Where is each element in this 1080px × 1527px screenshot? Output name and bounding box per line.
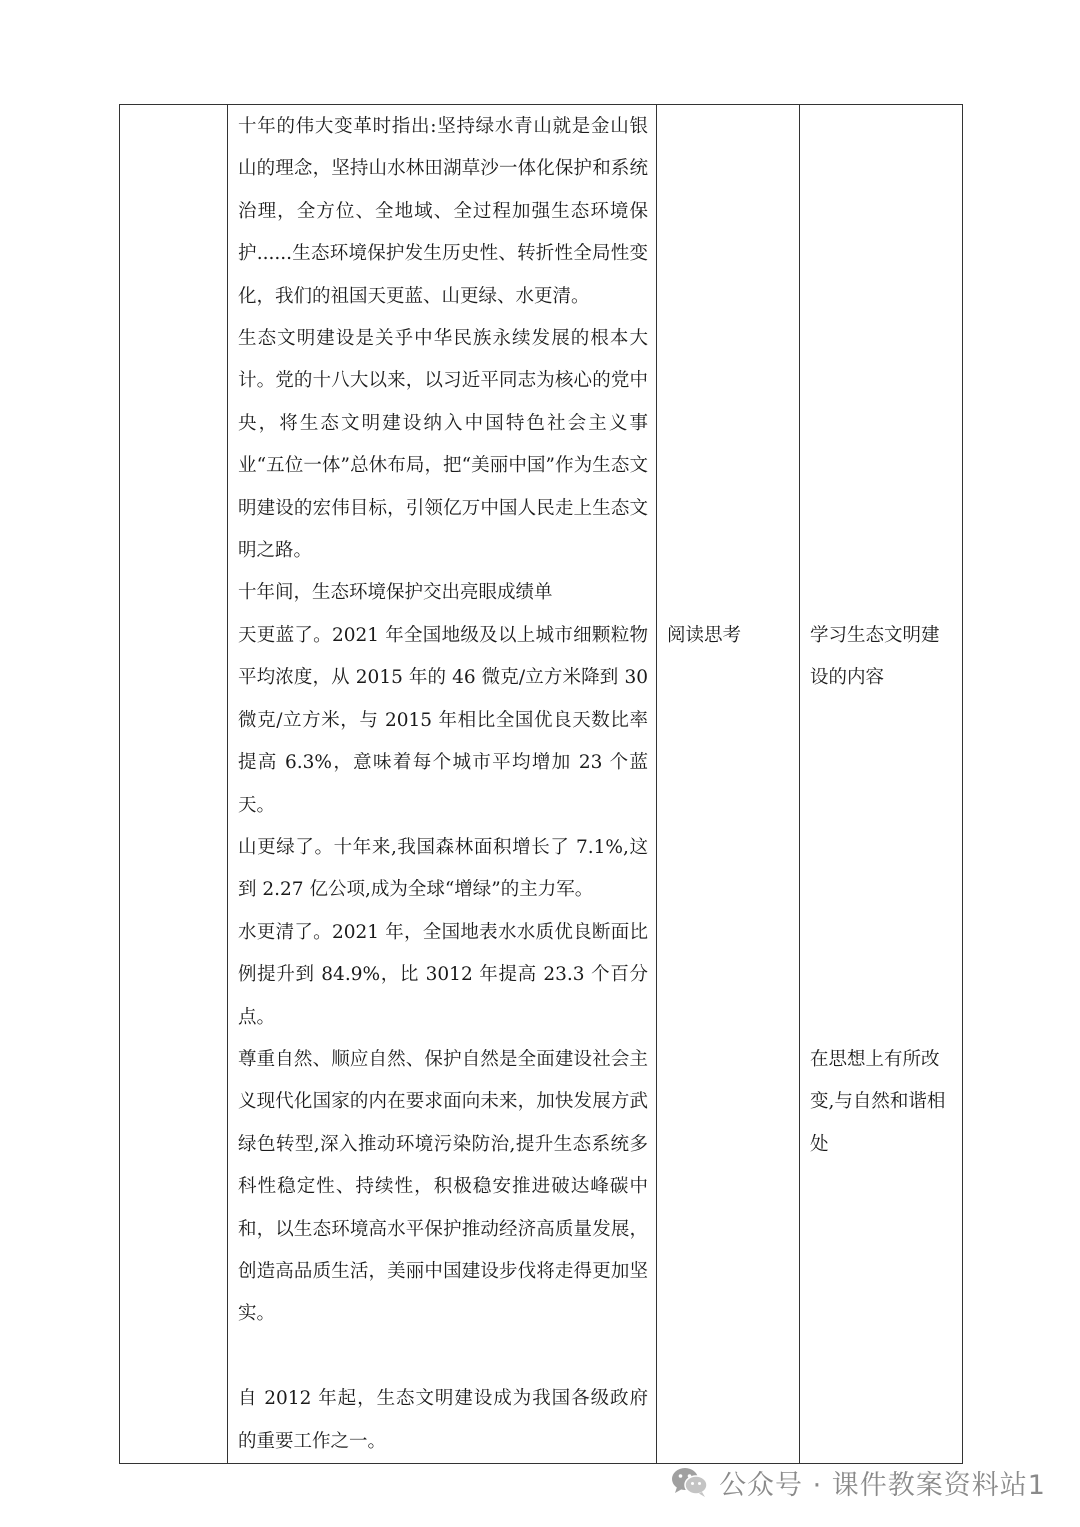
paragraph-bluer-sky: 天更蓝了。2021 年全国地级及以上城市细颗粒物平均浓度，从 2015 年的 46 微克/立方米降到 30 微克/立方米，与 2015 年相比全国优良天数比率提高 6.3%，意味着每个城市平均增加 23 个蓝天。 (238, 624, 648, 816)
student-activity-cell (657, 105, 800, 1464)
paragraph-future-outlook: 尊重自然、顺应自然、保护自然是全面建设社会主义现代化国家的内在要求面向未来，加快发展方武绿色转型,深入推动环境污染防治,提升生态系统多科性稳定性、持续性，积极稳安推进破达峰碳中和，以生态环境高水平保护推动经济高质量发展，创造高品质生活，美丽中国建设步伐将走得更加坚实。 (238, 1048, 648, 1325)
design-intent-text-2: 在思想上有所改变,与自然和谐相处 (810, 1049, 946, 1155)
footer-watermark (671, 1462, 1046, 1502)
blank-line (238, 1336, 648, 1378)
paragraph-greener-mountains: 山更绿了。十年来,我国森林面积增长了 7.1%,这到 2.27 亿公项,成为全球“增绿”的主力军。 (238, 836, 648, 901)
design-intent-text-1: 学习生态文明建设的内容 (810, 625, 940, 689)
paragraph-achievements-heading: 十年间，生态环境保护交出亮眼成绩单 (238, 582, 553, 604)
paragraph-since-2012: 自 2012 年起，生态文明建设成为我国各级政府的重要工作之一。 (238, 1388, 648, 1452)
paragraph-reform-speech: 十年的伟大变革时指出:坚持绿水青山就是金山银山的理念，坚持山水林田湖草沙一体化保护和系统治理，全方位、全地域、全过程加强生态环境保护......生态环境保护发生历史性、转折性全局性变化，我们的祖国天更蓝、山更绿、水更清。 (238, 116, 648, 307)
design-intent-cell (800, 105, 963, 1464)
paragraph-clearer-water: 水更清了。2021 年，全国地表水水质优良断面比例提升到 84.9%，比 3012 年提高 23.3 个百分点。 (238, 921, 648, 1028)
wechat-icon (671, 1466, 709, 1498)
stage-cell (120, 105, 228, 1464)
student-activity-text: 阅读思考 (667, 625, 742, 646)
watermark-text: 公众号 · 课件教案资料站1 (719, 1469, 1046, 1501)
table-row (120, 105, 963, 1464)
teaching-content-cell (228, 105, 657, 1464)
paragraph-eco-civilization: 生态文明建设是关乎中华民族永续发展的根本大计。党的十八大以来，以习近平同志为核心的党中央，将生态文明建设纳入中国特色社会主义事业“五位一体”总休布局，把“美丽中国”作为生态文明建设的宏伟目标，引领亿万中国人民走上生态文明之路。 (238, 328, 648, 562)
lesson-plan-table (119, 104, 963, 1464)
